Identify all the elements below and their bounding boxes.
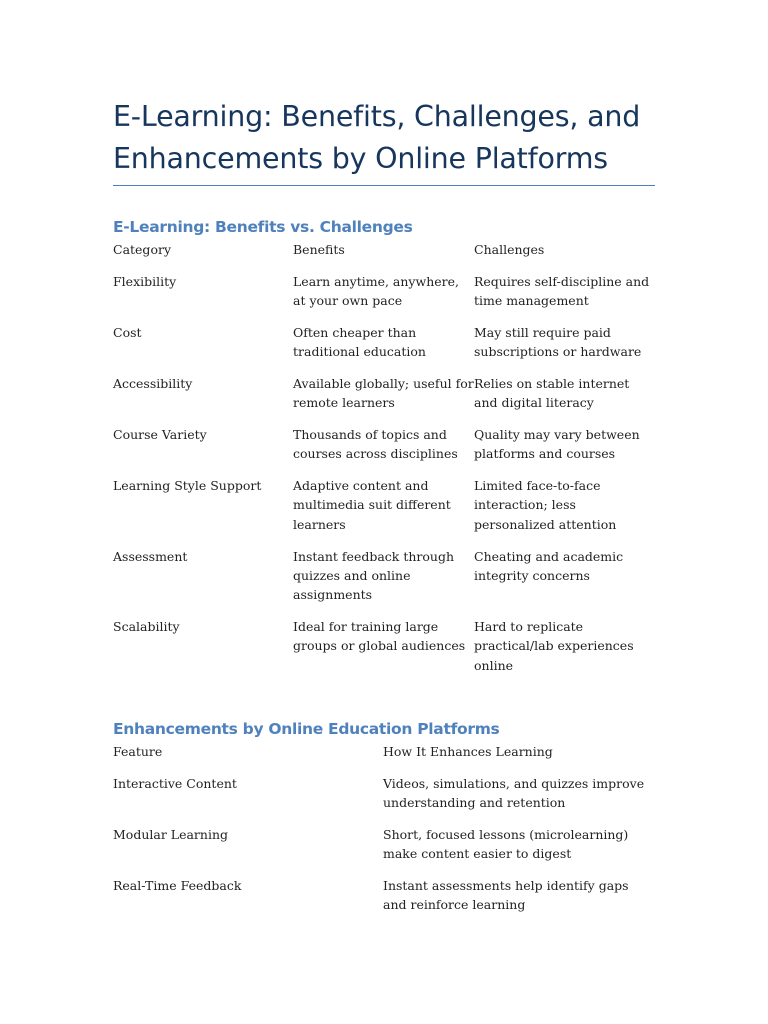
how-cell: Instant assessments help identify gaps and reinforce learning	[383, 877, 629, 913]
challenges-cell: Limited face-to-face interaction; less personalized attention	[474, 478, 617, 532]
feature-cell: Modular Learning	[113, 826, 229, 842]
table-row	[113, 876, 655, 915]
category-cell: Assessment	[113, 548, 188, 564]
table-header-row	[113, 240, 655, 272]
challenges-cell: Hard to replicate practical/lab experiences online	[474, 618, 634, 673]
table-row	[113, 547, 655, 617]
table-row	[113, 374, 655, 425]
title-divider	[113, 185, 655, 186]
challenges-cell: Requires self-discipline and time management	[474, 273, 650, 309]
document-title-line-2: Enhancements by Online Platforms	[113, 142, 608, 175]
document-page	[113, 96, 655, 914]
table-row	[113, 617, 655, 675]
column-header-category: Category	[113, 242, 172, 257]
challenges-cell: May still require paid subscriptions or hardware	[474, 324, 642, 360]
benefits-cell: Instant feedback through quizzes and online assignments	[293, 548, 455, 603]
benefits-cell: Learn anytime, anywhere, at your own pace	[293, 273, 459, 309]
column-header-challenges: Challenges	[474, 242, 545, 257]
table-row	[113, 825, 655, 876]
table-row	[113, 272, 655, 323]
table-header-row	[113, 742, 655, 774]
category-cell: Course Variety	[113, 427, 207, 443]
document-title	[113, 96, 655, 185]
how-cell: Videos, simulations, and quizzes improve understanding and retention	[383, 775, 645, 810]
document-title-line-1: E-Learning: Benefits, Challenges, and	[113, 100, 641, 133]
benefits-cell: Available globally; useful for remote learners	[293, 375, 474, 411]
benefits-cell: Often cheaper than traditional education	[293, 324, 426, 360]
category-cell: Cost	[113, 324, 142, 340]
challenges-cell: Relies on stable internet and digital literacy	[474, 375, 630, 411]
benefits-cell: Thousands of topics and courses across disciplines	[293, 427, 458, 462]
column-header-benefits: Benefits	[293, 242, 345, 257]
benefits-challenges-heading: E-Learning: Benefits vs. Challenges	[113, 218, 413, 236]
enhancements-table	[113, 742, 655, 915]
feature-cell: Interactive Content	[113, 775, 237, 791]
category-cell: Learning Style Support	[113, 478, 262, 494]
feature-cell: Real-Time Feedback	[113, 877, 242, 893]
benefits-challenges-table	[113, 240, 655, 675]
category-cell: Flexibility	[113, 273, 177, 289]
challenges-cell: Cheating and academic integrity concerns	[474, 548, 624, 583]
category-cell: Scalability	[113, 618, 180, 634]
table-row	[113, 425, 655, 476]
benefits-cell: Ideal for training large groups or global audiences	[293, 618, 466, 654]
category-cell: Accessibility	[113, 375, 193, 391]
benefits-cell: Adaptive content and multimedia suit different learners	[293, 478, 451, 532]
enhancements-heading: Enhancements by Online Education Platforms	[113, 719, 500, 738]
column-header-how: How It Enhances Learning	[383, 743, 553, 759]
table-row	[113, 323, 655, 374]
column-header-feature: Feature	[113, 743, 163, 759]
challenges-cell: Quality may vary between platforms and courses	[474, 427, 640, 462]
how-cell: Short, focused lessons (microlearning) make content easier to digest	[383, 826, 629, 862]
table-row	[113, 774, 655, 825]
table-row	[113, 476, 655, 546]
